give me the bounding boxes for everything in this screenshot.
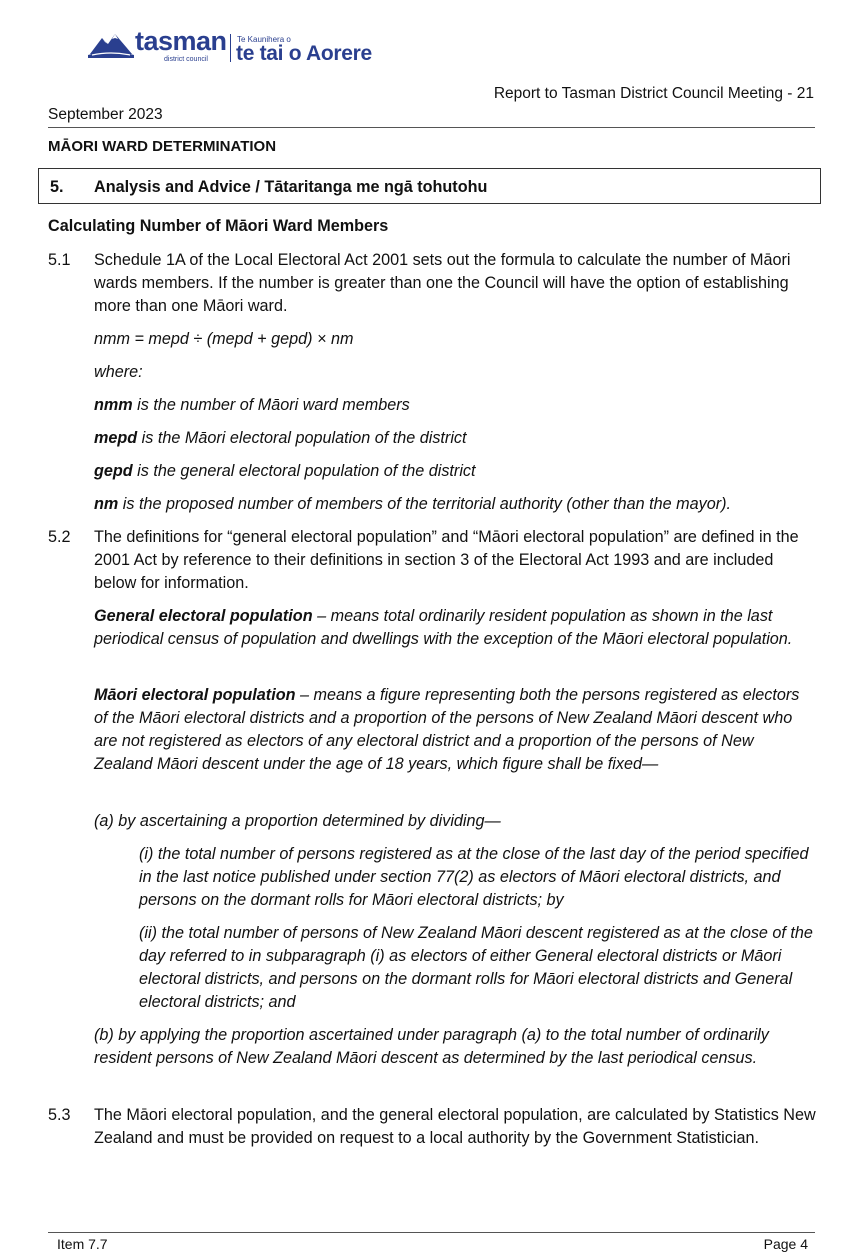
logo-divider xyxy=(230,34,231,62)
definition-text: is the general electoral population of the district xyxy=(132,462,476,480)
definition-general-electoral-population xyxy=(94,605,816,651)
definition-gepd xyxy=(94,460,816,483)
paragraph-number: 5.1 xyxy=(48,251,71,269)
logo-name: tasman xyxy=(135,26,227,56)
definition-term: Māori electoral population xyxy=(94,686,296,704)
document-heading: MĀORI WARD DETERMINATION xyxy=(48,138,277,155)
mountain-logo-icon xyxy=(88,28,134,58)
footer-item: Item 7.7 xyxy=(57,1236,108,1252)
definition-maori-electoral-population xyxy=(94,684,816,776)
header-divider xyxy=(48,127,815,128)
definition-term: gepd xyxy=(94,462,133,480)
subclause-i: (i) the total number of persons registered as at the close of the last day of the period specified in the last notice published under section 77(2) as electors of Māori electoral districts, and persons on the dormant rolls for Māori electoral districts; by xyxy=(139,845,809,909)
logo-tagline: Te Kaunihera o xyxy=(237,35,291,44)
report-date: September 2023 xyxy=(48,106,163,123)
definition-term: nm xyxy=(94,495,119,513)
definition-text: – means a figure representing both the persons registered as electors of the Māori electoral districts and a proportion of the persons of New Zealand Māori descent who are not registered as electors of any electoral district and a proportion of the persons of New Zealand Māori descent under the age of 18 years, which figure shall be fixed— xyxy=(94,686,800,773)
report-title: Report to Tasman District Council Meeting - 21 xyxy=(493,85,814,102)
paragraph-5-1: Schedule 1A of the Local Electoral Act 2001 sets out the formula to calculate the number of Māori wards members. If the number is greater than one the Council will have the option of establishing more than one Māori ward. xyxy=(94,251,791,315)
paragraph-number: 5.3 xyxy=(48,1106,71,1124)
clause-a: (a) by ascertaining a proportion determined by dividing— xyxy=(94,812,501,830)
definition-text: – means total ordinarily resident population as shown in the last periodical census of population and dwellings with the exception of the Māori electoral population. xyxy=(94,607,793,648)
where-label: where: xyxy=(94,363,143,381)
sub-heading: Calculating Number of Māori Ward Members xyxy=(48,217,389,235)
logo-subtitle: district council xyxy=(164,56,208,63)
subclause-ii: (ii) the total number of persons of New Zealand Māori descent registered as at the close of the day referred to in subparagraph (i) as electors of either General electoral districts or Māori electoral districts, and persons on the dormant rolls for Māori electoral districts and General electoral districts; and xyxy=(139,924,813,1011)
definition-nmm xyxy=(94,394,816,417)
footer-divider xyxy=(48,1232,815,1233)
definition-nm xyxy=(94,493,816,516)
paragraph-5-2: The definitions for “general electoral population” and “Māori electoral population” are defined in the 2001 Act by reference to their definitions in section 3 of the Electoral Act 1993 and are included below for information. xyxy=(94,528,799,592)
paragraph-number: 5.2 xyxy=(48,528,71,546)
footer-page-number: Page 4 xyxy=(763,1236,808,1252)
definition-text: is the Māori electoral population of the district xyxy=(137,429,467,447)
clause-b: (b) by applying the proportion ascertained under paragraph (a) to the total number of ordinarily resident persons of New Zealand Māori descent as determined by the last periodical census. xyxy=(94,1026,769,1067)
logo-maori-name: te tai o Aorere xyxy=(236,42,372,65)
definition-text: is the proposed number of members of the territorial authority (other than the mayor). xyxy=(118,495,731,513)
section-title: Analysis and Advice / Tātaritanga me ngā tohutohu xyxy=(94,178,488,196)
definition-text: is the number of Māori ward members xyxy=(132,396,410,414)
definition-term: General electoral population xyxy=(94,607,313,625)
paragraph-5-3: The Māori electoral population, and the general electoral population, are calculated by Statistics New Zealand and must be provided on request to a local authority by the Government Statistician. xyxy=(94,1106,816,1147)
definition-mepd xyxy=(94,427,816,450)
definition-term: nmm xyxy=(94,396,133,414)
formula: nmm = mepd ÷ (mepd + gepd) × nm xyxy=(94,330,354,348)
section-heading-box xyxy=(38,168,821,204)
council-logo xyxy=(88,24,388,72)
section-number: 5. xyxy=(50,178,64,196)
definition-term: mepd xyxy=(94,429,138,447)
